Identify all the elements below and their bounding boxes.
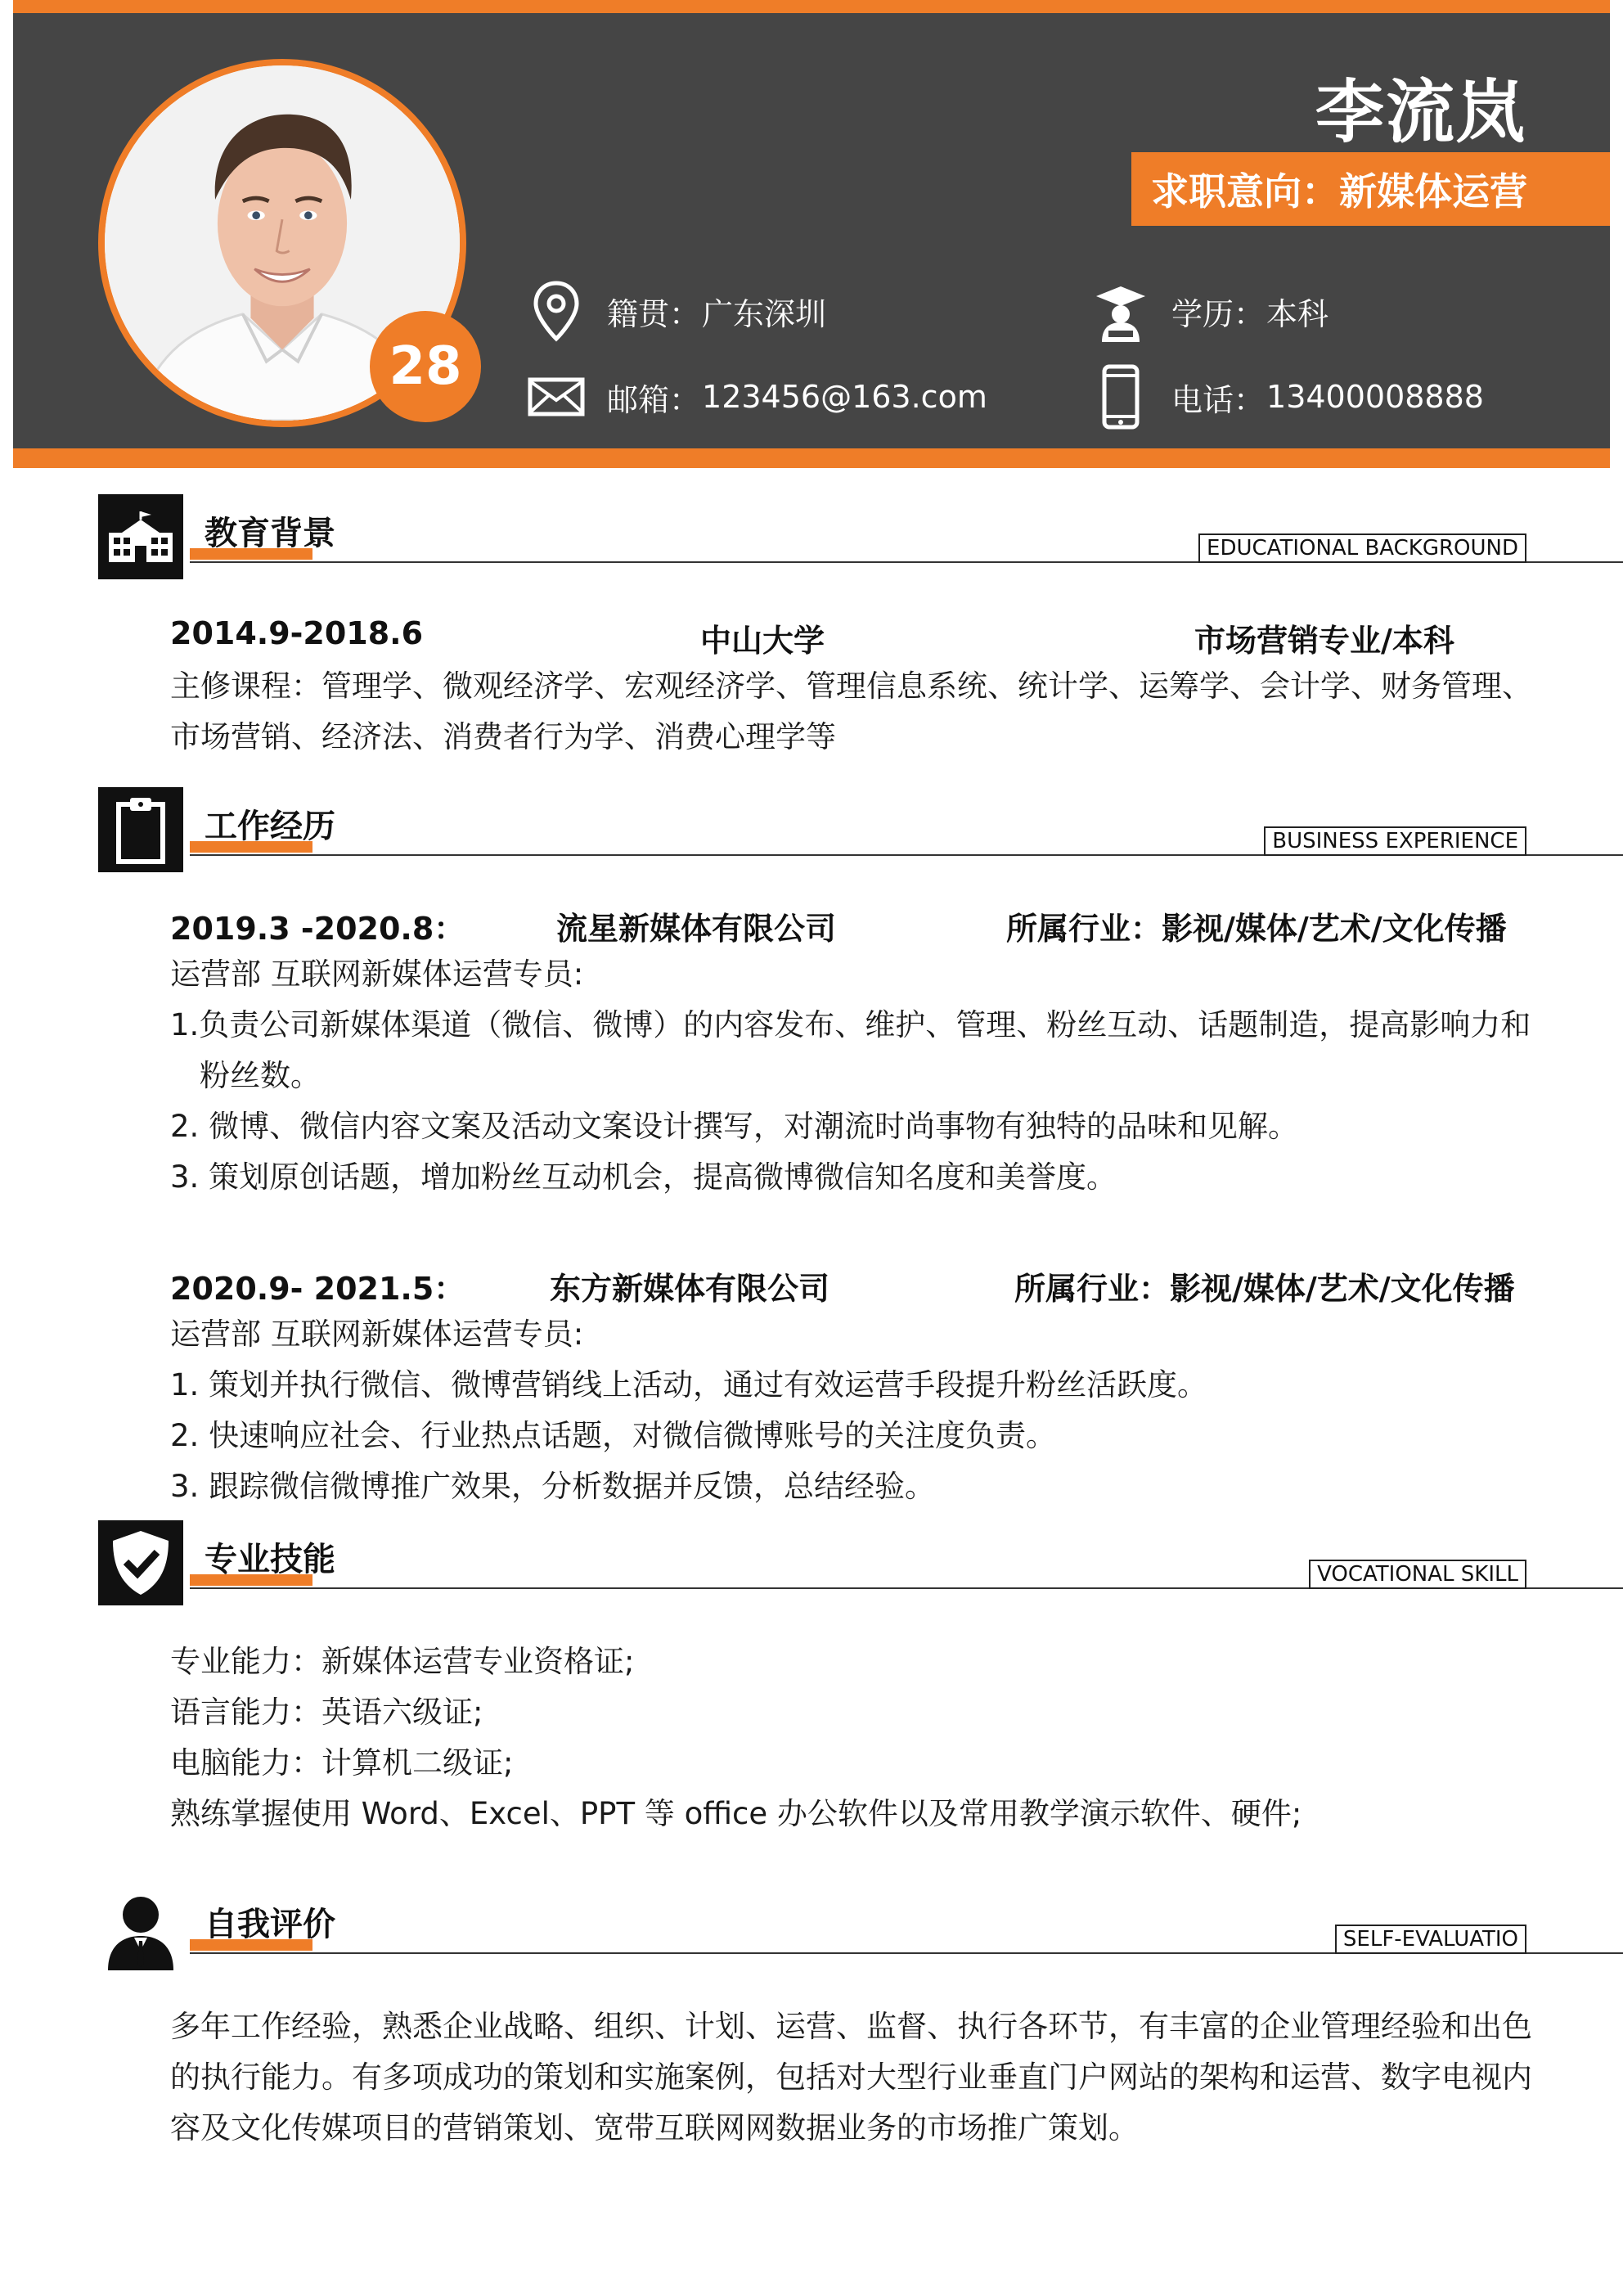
- self-eval-section-header: [98, 1885, 1530, 1975]
- job-2-period: 2020.9- 2021.5：: [170, 1271, 465, 1307]
- work-section-header: [98, 787, 1530, 877]
- education-period: 2014.9-2018.6: [170, 615, 424, 651]
- location-pin-icon: [524, 278, 589, 344]
- shield-check-icon: [98, 1520, 183, 1605]
- self-eval-line-1: 多年工作经验，熟悉企业战略、组织、计划、运营、监督、执行各环节，有丰富的企业管理经验和出色: [170, 2009, 1532, 2044]
- hometown-label: 籍贯：: [607, 295, 701, 332]
- degree-label: 学历：: [1171, 295, 1266, 332]
- self-eval-line-2: 的执行能力。有多项成功的策划和实施案例，包括对大型行业垂直门户网站的架构和运营、数字电视内: [170, 2060, 1532, 2095]
- candidate-name: 李流岚: [1315, 72, 1526, 152]
- self-eval-line-3: 容及文化传媒项目的营销策划、宽带互联网网数据业务的市场推广策划。: [170, 2110, 1139, 2145]
- envelope-icon: [524, 364, 589, 430]
- person-avatar-icon: [98, 1885, 183, 1970]
- top-accent-bar: [13, 0, 1610, 13]
- education-major: 市场营销专业/本科: [1194, 623, 1454, 659]
- work-title: 工作经历: [205, 808, 335, 845]
- school-building-icon: [98, 494, 183, 579]
- phone-info: [1088, 364, 1484, 430]
- skills-title: 专业技能: [205, 1541, 335, 1578]
- email-label: 邮箱：: [607, 381, 701, 418]
- email-info: [524, 364, 987, 430]
- skill-item-1: 专业能力：新媒体运营专业资格证;: [170, 1644, 635, 1679]
- job-intent-banner: 求职意向：新媒体运营: [1131, 152, 1610, 226]
- job-2-duty-1: 1. 策划并执行微信、微博营销线上活动，通过有效运营手段提升粉丝活跃度。: [170, 1367, 1208, 1402]
- email-value: 123456@163.com: [702, 379, 987, 415]
- self-eval-title: 自我评价: [205, 1906, 335, 1943]
- job-2-duty-2: 2. 快速响应社会、行业热点话题，对微信微博账号的关注度负责。: [170, 1418, 1057, 1453]
- job-1-duty-2: 2. 微博、微信内容文案及活动文案设计撰写，对潮流时尚事物有独特的品味和见解。: [170, 1109, 1299, 1144]
- job-2-company: 东方新媒体有限公司: [550, 1271, 830, 1307]
- education-courses-line-1: 主修课程：管理学、微观经济学、宏观经济学、管理信息系统、统计学、运筹学、会计学、财务管理、: [170, 669, 1532, 704]
- degree-value: 本科: [1266, 295, 1329, 332]
- job-1-duty-1: 1.负责公司新媒体渠道（微信、微博）的内容发布、维护、管理、粉丝互动、话题制造，提高影响力和: [170, 1007, 1531, 1042]
- skill-item-2: 语言能力：英语六级证;: [170, 1695, 483, 1730]
- education-courses-line-2: 市场营销、经济法、消费者行为学、消费心理学等: [170, 719, 836, 754]
- job-1-position: 运营部 互联网新媒体运营专员:: [170, 957, 584, 992]
- job-1-duty-3: 3. 策划原创话题，增加粉丝互动机会，提高微博微信知名度和美誉度。: [170, 1159, 1117, 1195]
- job-1-period: 2019.3 -2020.8：: [170, 911, 465, 947]
- job-2-industry: 所属行业：影视/媒体/艺术/文化传播: [1014, 1271, 1515, 1307]
- hometown-info: [524, 278, 826, 344]
- education-school: 中山大学: [700, 623, 825, 659]
- skill-item-3: 电脑能力：计算机二级证;: [170, 1745, 514, 1781]
- phone-label: 电话：: [1171, 381, 1266, 418]
- clipboard-icon: [98, 787, 183, 872]
- hometown-value: 广东深圳: [702, 295, 827, 332]
- skills-title-en: VOCATIONAL SKILL: [1309, 1560, 1526, 1589]
- job-1-company: 流星新媒体有限公司: [556, 911, 837, 947]
- phone-value: 13400008888: [1266, 379, 1484, 415]
- work-title-en: BUSINESS EXPERIENCE: [1264, 826, 1526, 856]
- degree-info: [1088, 278, 1329, 344]
- job-1-duty-1-cont: 粉丝数。: [200, 1058, 321, 1093]
- education-title: 教育背景: [205, 515, 335, 552]
- age-badge: 28: [370, 311, 481, 422]
- job-2-position: 运营部 互联网新媒体运营专员:: [170, 1317, 584, 1352]
- job-2-duty-3: 3. 跟踪微信微博推广效果，分析数据并反馈，总结经验。: [170, 1469, 936, 1504]
- self-eval-title-en: SELF-EVALUATIO: [1335, 1925, 1526, 1954]
- graduate-icon: [1088, 278, 1153, 344]
- skill-item-4: 熟练掌握使用 Word、Excel、PPT 等 office 办公软件以及常用教学演示软件、硬件;: [170, 1796, 1302, 1831]
- header-bottom-bar: [13, 448, 1610, 468]
- skills-section-header: [98, 1520, 1530, 1610]
- mobile-phone-icon: [1088, 364, 1153, 430]
- education-section-header: [98, 494, 1530, 584]
- education-title-en: EDUCATIONAL BACKGROUND: [1198, 533, 1526, 563]
- job-1-industry: 所属行业：影视/媒体/艺术/文化传播: [1006, 911, 1507, 947]
